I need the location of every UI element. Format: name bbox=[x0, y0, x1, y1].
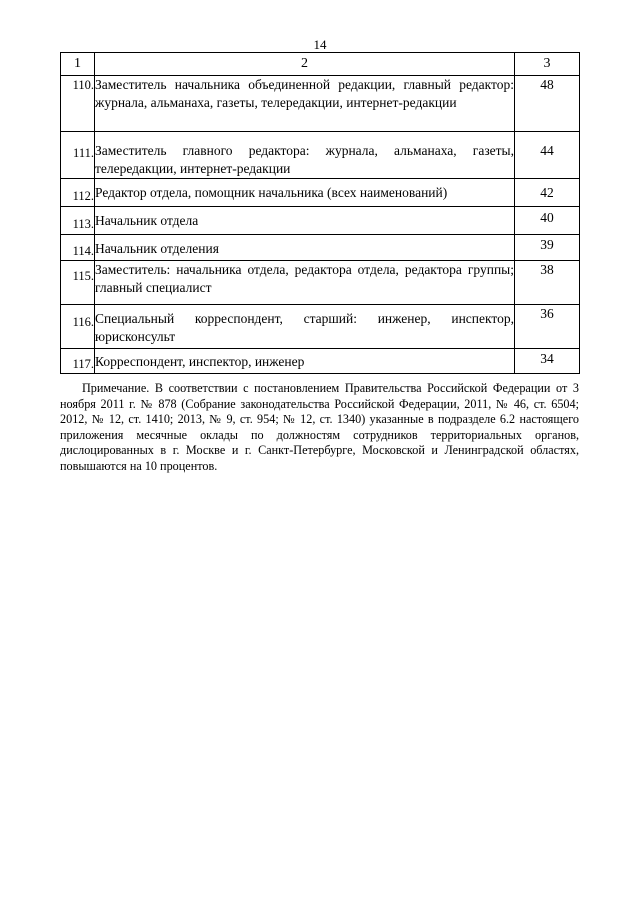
table-row bbox=[61, 179, 580, 207]
position-title: Начальник отдела bbox=[95, 207, 515, 235]
position-title: Заместитель начальника объединенной редакции, главный редактор: журнала, альманаха, газеты, телередакции, интернет-редакции bbox=[95, 76, 515, 132]
row-number: 111. bbox=[61, 132, 95, 179]
salary-value: 39 bbox=[515, 235, 580, 261]
salary-value: 44 bbox=[515, 132, 580, 179]
row-number: 117. bbox=[61, 349, 95, 374]
position-title: Редактор отдела, помощник начальника (всех наименований) bbox=[95, 179, 515, 207]
column-header-3: 3 bbox=[515, 53, 580, 76]
salary-value: 48 bbox=[515, 76, 580, 132]
table-row bbox=[61, 132, 580, 179]
column-header-2: 2 bbox=[95, 53, 515, 76]
position-title: Корреспондент, инспектор, инженер bbox=[95, 349, 515, 374]
table-row bbox=[61, 207, 580, 235]
salary-value: 42 bbox=[515, 179, 580, 207]
row-number: 110. bbox=[61, 76, 95, 132]
salary-value: 40 bbox=[515, 207, 580, 235]
salary-table bbox=[60, 52, 580, 374]
row-number: 112. bbox=[61, 179, 95, 207]
table-row bbox=[61, 76, 580, 132]
position-title: Заместитель главного редактора: журнала, альманаха, газеты, телередакции, интернет-редакции bbox=[95, 132, 515, 179]
position-title: Заместитель: начальника отдела, редактора отдела, редактора группы; главный специалист bbox=[95, 261, 515, 305]
table-row bbox=[61, 305, 580, 349]
row-number: 116. bbox=[61, 305, 95, 349]
row-number: 114. bbox=[61, 235, 95, 261]
salary-value: 34 bbox=[515, 349, 580, 374]
note-paragraph bbox=[60, 381, 579, 474]
row-number: 115. bbox=[61, 261, 95, 305]
table-row bbox=[61, 235, 580, 261]
salary-value: 38 bbox=[515, 261, 580, 305]
salary-value: 36 bbox=[515, 305, 580, 349]
page-number: 14 bbox=[313, 37, 327, 52]
column-header-1: 1 bbox=[61, 53, 95, 76]
position-title: Начальник отделения bbox=[95, 235, 515, 261]
table-row bbox=[61, 261, 580, 305]
note-text: Примечание. В соответствии с постановлением Правительства Российской Федерации от 3 ноября 2011 г. № 878 (Собрание законодательства Российской Федерации, 2011, № 46, ст. 6504; 2012, № 12, ст. 1410; 2013, № 9, ст. 954; № 12, ст. 1340) указанные в подразделе 6.2 настоящего приложения месячные оклады по должностям сотрудников территориальных органов, дислоцированных в г. Москве и г. Санкт-Петербурге, Московской и Ленинградской областях, повышаются на 10 процентов. bbox=[60, 381, 579, 473]
table-row bbox=[61, 349, 580, 374]
table-header-row bbox=[61, 53, 580, 76]
row-number: 113. bbox=[61, 207, 95, 235]
position-title: Специальный корреспондент, старший: инженер, инспектор, юрисконсульт bbox=[95, 305, 515, 349]
